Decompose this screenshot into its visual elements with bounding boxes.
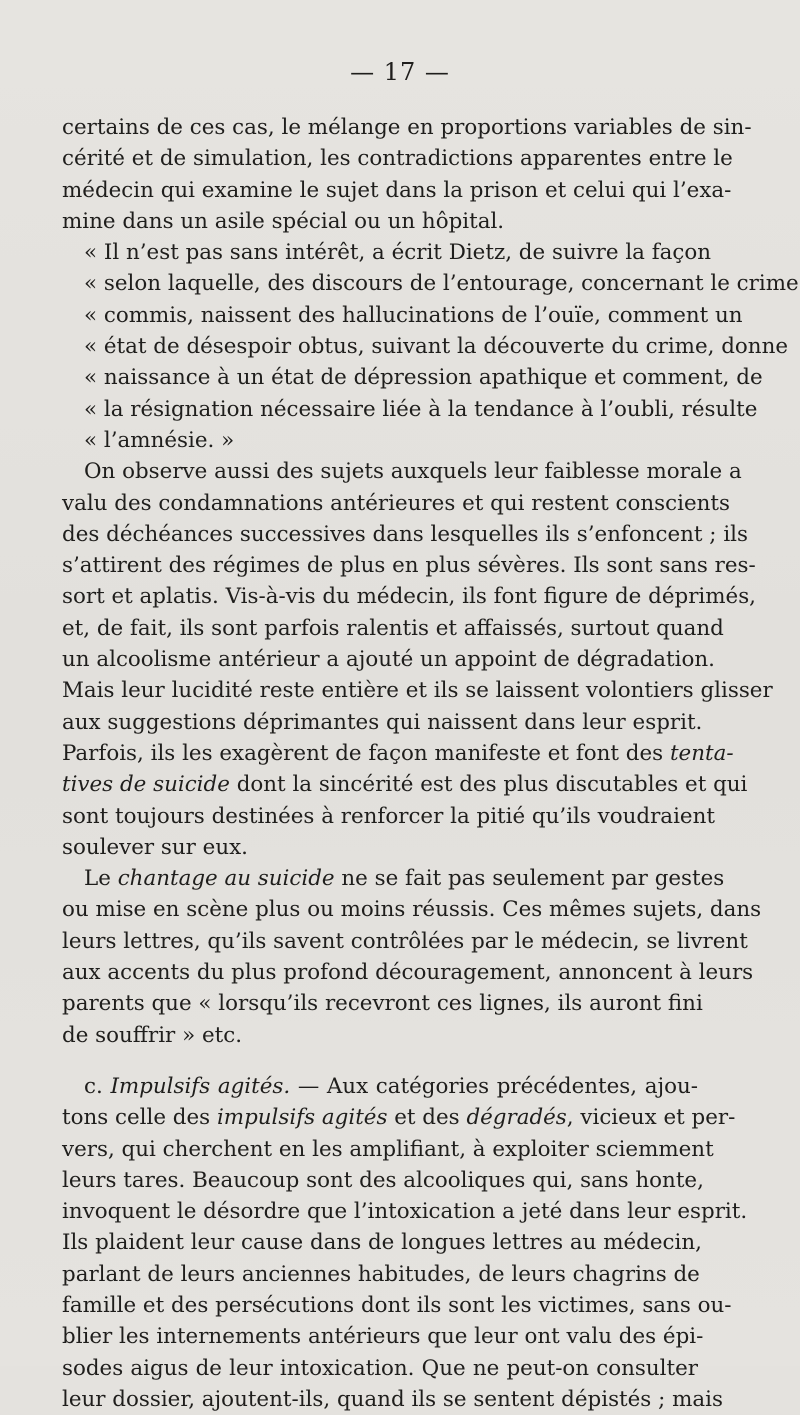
text-fragment: — Aux catégories précédentes, ajou-: [297, 1073, 698, 1099]
text-line: et, de fait, ils sont parfois ralentis et affaissés, surtout quand: [62, 615, 724, 641]
italic-term: tenta-: [669, 740, 734, 766]
italic-term: dégradés: [466, 1105, 567, 1131]
text-line: leurs lettres, qu’ils savent contrôlées par le médecin, se livrent: [62, 928, 748, 954]
quote-line: « Il n’est pas sans intérêt, a écrit Dietz, de suivre la façon: [84, 240, 712, 266]
text-line: vers, qui cherchent en les amplifiant, à exploiter sciemment: [62, 1136, 714, 1162]
text-line: soulever sur eux.: [62, 834, 248, 860]
text-fragment: Le: [84, 866, 111, 892]
text-fragment: dont la sincérité est des plus discutables et qui: [236, 772, 748, 798]
text-line: sort et aplatis. Vis-à-vis du médecin, ils font figure de déprimés,: [62, 584, 756, 610]
text-line: parents que « lorsqu’ils recevront ces lignes, ils auront fini: [62, 991, 703, 1017]
text-fragment: , vicieux et per-: [566, 1105, 736, 1131]
text-line: Ils plaident leur cause dans de longues lettres au médecin,: [62, 1230, 702, 1256]
text-fragment: tons celle des: [62, 1105, 211, 1131]
quote-line: « naissance à un état de dépression apathique et comment, de: [84, 365, 763, 391]
text-line: cérité et de simulation, les contradictions apparentes entre le: [62, 146, 733, 172]
text-line: sont toujours destinées à renforcer la pitié qu’ils voudraient: [62, 803, 715, 829]
italic-term: tives de suicide: [62, 772, 230, 798]
text-line: famille et des persécutions dont ils sont les victimes, sans ou-: [62, 1292, 732, 1318]
section-letter: c.: [84, 1073, 103, 1099]
text-line: des déchéances successives dans lesquelles ils s’enfoncent ; ils: [62, 521, 748, 547]
text-fragment: ne se fait pas seulement par gestes: [341, 866, 725, 892]
text-line: [62, 1071, 698, 1102]
section-gap: [62, 1051, 698, 1071]
text-line: mine dans un asile spécial ou un hôpital.: [62, 208, 505, 234]
quote-line: « la résignation nécessaire liée à la tendance à l’oubli, résulte: [84, 396, 758, 422]
text-line: valu des condamnations antérieures et qui restent conscients: [62, 490, 730, 516]
section-heading: Impulsifs agités.: [110, 1073, 291, 1099]
text-line: médecin qui examine le sujet dans la prison et celui qui l’exa-: [62, 177, 732, 203]
text-line: aux suggestions déprimantes qui naissent dans leur esprit.: [62, 709, 703, 735]
text-line: [62, 738, 734, 769]
italic-term: chantage au suicide: [117, 866, 335, 892]
text-line: [62, 863, 725, 894]
body-text: [62, 112, 799, 1415]
text-line: de souffrir » etc.: [62, 1022, 242, 1048]
text-line: un alcoolisme antérieur a ajouté un appoint de dégradation.: [62, 647, 715, 673]
text-line: ou mise en scène plus ou moins réussis. Ces mêmes sujets, dans: [62, 897, 762, 923]
text-line: aux accents du plus profond découragement, annoncent à leurs: [62, 960, 754, 986]
text-fragment: et des: [394, 1105, 460, 1131]
text-line: invoquent le désordre que l’intoxication a jeté dans leur esprit.: [62, 1199, 748, 1225]
text-line: [62, 1102, 736, 1133]
text-line: On observe aussi des sujets auxquels leur faiblesse morale a: [84, 459, 742, 485]
text-line: Mais leur lucidité reste entière et ils se laissent volontiers glisser: [62, 678, 773, 704]
text-line: s’attirent des régimes de plus en plus sévères. Ils sont sans res-: [62, 553, 756, 579]
quote-line: « commis, naissent des hallucinations de l’ouïe, comment un: [84, 302, 743, 328]
text-line: leur dossier, ajoutent-ils, quand ils se sentent dépistés ; mais: [62, 1386, 723, 1412]
italic-term: impulsifs agités: [216, 1105, 388, 1131]
text-fragment: Parfois, ils les exagèrent de façon manifeste et font des: [62, 740, 664, 766]
quote-line: « l’amnésie. »: [84, 427, 235, 453]
text-line: [62, 769, 748, 800]
quote-line: « état de désespoir obtus, suivant la découverte du crime, donne: [84, 334, 789, 360]
text-line: sodes aigus de leur intoxication. Que ne peut-on consulter: [62, 1355, 698, 1381]
page-number: — 17 —: [350, 58, 450, 86]
text-line: blier les internements antérieurs que leur ont valu des épi-: [62, 1324, 704, 1350]
text-line: certains de ces cas, le mélange en proportions variables de sin-: [62, 115, 752, 140]
text-line: leurs tares. Beaucoup sont des alcooliques qui, sans honte,: [62, 1167, 704, 1193]
quote-line: « selon laquelle, des discours de l’entourage, concernant le crime: [84, 271, 799, 297]
text-line: parlant de leurs anciennes habitudes, de leurs chagrins de: [62, 1261, 700, 1287]
